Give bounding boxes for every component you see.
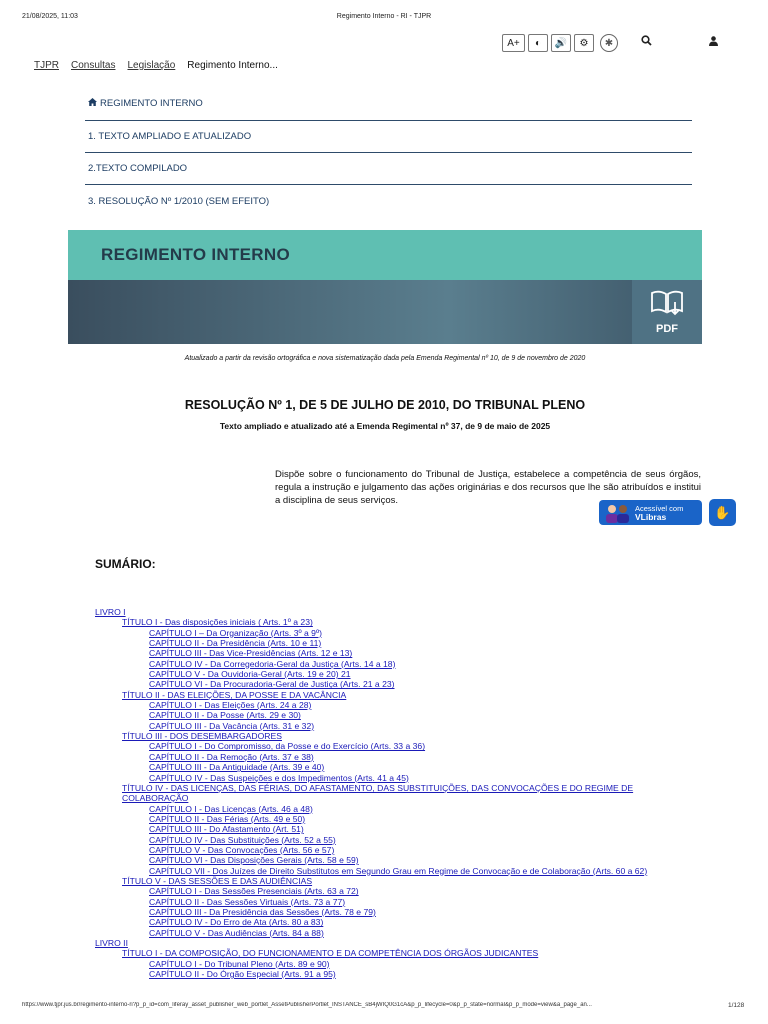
toc-link[interactable]: CAPÍTULO II - Da Presidência (Arts. 10 e 11) bbox=[149, 638, 322, 649]
toc-link[interactable]: TÍTULO I - DA COMPOSIÇÃO, DO FUNCIONAMENTO E DA COMPETÊNCIA DOS ÓRGÃOS JUDICANTES bbox=[122, 948, 539, 959]
print-url: https://www.tjpr.jus.br/regimento-interno-ri?p_p_id=com_liferay_asset_publisher_web_portlet_AssetPublisherPortlet_INSTANCE_sB4jWIQ0G1cA&p_p_lifecycle=0&p_p_state=normal&p_p_mode=view&a_page_an... bbox=[22, 1002, 592, 1008]
toc-link[interactable]: LIVRO I bbox=[95, 607, 126, 617]
ementa: Dispõe sobre o funcionamento do Tribunal de Justiça, estabelece a competência de seus órgãos, regula a instrução e julgamento das ações originárias e dos recursos que lhe são atribuídos e institui a disciplina de seus serviços. bbox=[275, 469, 701, 506]
vlibras-line2: VLibras bbox=[635, 511, 667, 522]
vlibras-line1: Acessível com bbox=[635, 503, 684, 513]
breadcrumb-legislacao[interactable]: Legislação bbox=[127, 60, 176, 71]
toc-link[interactable]: TÍTULO I - Das disposições iniciais ( Arts. 1º a 23) bbox=[122, 617, 313, 628]
update-note: Atualizado a partir da revisão ortográfica e nova sistematização dada pela Emenda Regimental nº 10, de 9 de novembro de 2020 bbox=[184, 355, 586, 362]
contrast-button[interactable] bbox=[528, 34, 548, 52]
toc-link[interactable]: CAPÍTULO II - Da Remoção (Arts. 37 e 38) bbox=[149, 751, 314, 762]
toc-link[interactable]: CAPÍTULO IV - Das Substituições (Arts. 52 a 55) bbox=[149, 834, 336, 845]
toc-link[interactable]: TÍTULO V - DAS SESSÕES E DAS AUDIÊNCIAS bbox=[122, 875, 313, 886]
toc-link[interactable]: CAPÍTULO IV - Do Erro de Ata (Arts. 80 a 83) bbox=[149, 917, 324, 928]
nav-item-texto-ampliado[interactable]: 1. TEXTO AMPLIADO E ATUALIZADO bbox=[85, 121, 692, 153]
vlibras-widget[interactable] bbox=[599, 500, 702, 525]
toc-link[interactable]: TÍTULO III - DOS DESEMBARGADORES bbox=[122, 731, 282, 742]
accessibility-icon[interactable]: ✱ bbox=[600, 34, 618, 52]
table-of-contents bbox=[95, 607, 695, 979]
font-size-button[interactable] bbox=[502, 34, 525, 52]
search-icon[interactable] bbox=[641, 35, 652, 49]
vlibras-hand-icon[interactable]: ✋ bbox=[709, 499, 736, 526]
toc-link[interactable]: CAPÍTULO I - Do Tribunal Pleno (Arts. 89 e 90) bbox=[149, 958, 330, 969]
toc-link[interactable]: CAPÍTULO V - Das Audiências (Arts. 84 a 88) bbox=[149, 927, 324, 938]
print-datetime: 21/08/2025, 11:03 bbox=[22, 13, 78, 20]
breadcrumb-current: Regimento Interno... bbox=[187, 60, 278, 71]
toc-link[interactable]: CAPÍTULO VI - Da Procuradoria-Geral de Justiça (Arts. 21 a 23) bbox=[149, 679, 395, 690]
audio-icon: 🔊 bbox=[554, 37, 568, 49]
print-page-title: Regimento Interno - RI - TJPR bbox=[336, 13, 432, 20]
toc-link[interactable]: CAPÍTULO I - Das Sessões Presenciais (Arts. 63 a 72) bbox=[149, 886, 359, 897]
nav-item-label: REGIMENTO INTERNO bbox=[100, 98, 203, 109]
toc-link[interactable]: CAPÍTULO VII - Dos Juízes de Direito Substitutos em Segundo Grau em Regime de Convocação e de Colaboração (Arts. 60 a 62) bbox=[149, 865, 648, 876]
regimento-banner bbox=[68, 230, 702, 344]
toc-link[interactable]: CAPÍTULO II - Do Órgão Especial (Arts. 91 a 95) bbox=[149, 969, 336, 980]
resolution-title: RESOLUÇÃO Nº 1, DE 5 DE JULHO DE 2010, DO TRIBUNAL PLENO bbox=[184, 398, 586, 412]
toc-link[interactable]: CAPÍTULO III - Do Afastamento (Art. 51) bbox=[149, 824, 304, 835]
breadcrumb bbox=[34, 60, 278, 71]
gear-icon: ⚙ bbox=[579, 37, 589, 49]
banner-title: REGIMENTO INTERNO bbox=[101, 245, 290, 264]
resolution-subtitle: Texto ampliado e atualizado até a Emenda Regimental nº 37, de 9 de maio de 2025 bbox=[219, 421, 551, 431]
toc-link[interactable]: CAPÍTULO III - Da Vacância (Arts. 31 e 32) bbox=[149, 720, 315, 731]
toc-link[interactable]: CAPÍTULO IV - Das Suspeições e dos Impedimentos (Arts. 41 a 45) bbox=[149, 772, 409, 783]
print-page-number: 1/128 bbox=[728, 1002, 745, 1009]
toc-link[interactable]: CAPÍTULO III - Da Antiguidade (Arts. 39 e 40) bbox=[149, 762, 325, 773]
toc-link[interactable]: CAPÍTULO I - Das Eleições (Arts. 24 a 28) bbox=[149, 700, 312, 711]
toc-link[interactable]: CAPÍTULO III - Das Vice-Presidências (Arts. 12 e 13) bbox=[149, 648, 353, 659]
toc-link[interactable]: CAPÍTULO IV - Da Corregedoria-Geral da Justiça (Arts. 14 a 18) bbox=[149, 658, 396, 669]
toc-link[interactable]: CAPÍTULO II - Das Sessões Virtuais (Arts. 73 a 77) bbox=[149, 896, 346, 907]
nav-item-resolucao[interactable]: 3. RESOLUÇÃO Nº 1/2010 (SEM EFEITO) bbox=[88, 195, 270, 207]
breadcrumb-consultas[interactable]: Consultas bbox=[71, 60, 116, 71]
toc-link[interactable]: CAPÍTULO II - Das Férias (Arts. 49 e 50) bbox=[149, 813, 306, 824]
toc-link[interactable]: TÍTULO IV - DAS LICENÇAS, DAS FÉRIAS, DO AFASTAMENTO, DAS SUBSTITUIÇÕES, DAS CONVOCAÇÕES E DO REGIME DE COLABORAÇÃO bbox=[122, 782, 634, 804]
vlibras-people-icon bbox=[599, 500, 635, 525]
toc-link[interactable]: LIVRO II bbox=[95, 938, 128, 948]
settings-button[interactable] bbox=[574, 34, 594, 52]
toc-link[interactable]: TÍTULO II - DAS ELEIÇÕES, DA POSSE E DA VACÂNCIA bbox=[122, 689, 347, 700]
pdf-label: PDF bbox=[656, 322, 678, 335]
contrast-icon: ◐ bbox=[534, 37, 542, 49]
breadcrumb-tjpr[interactable]: TJPR bbox=[34, 60, 59, 71]
sumario-heading: SUMÁRIO: bbox=[95, 557, 156, 571]
nav-item-texto-compilado[interactable]: 2.TEXTO COMPILADO bbox=[85, 153, 692, 185]
toc-link[interactable]: CAPÍTULO III - Da Presidência das Sessões (Arts. 78 e 79) bbox=[149, 906, 376, 917]
user-icon[interactable] bbox=[709, 36, 718, 49]
audio-button[interactable] bbox=[551, 34, 571, 52]
font-size-label: A+ bbox=[507, 37, 520, 49]
toc-link[interactable]: CAPÍTULO II - Da Posse (Arts. 29 e 30) bbox=[149, 710, 301, 721]
pdf-book-icon bbox=[649, 290, 685, 321]
toc-link[interactable]: CAPÍTULO I - Das Licenças (Arts. 46 a 48) bbox=[149, 803, 313, 814]
toc-link[interactable]: CAPÍTULO I - Do Compromisso, da Posse e do Exercício (Arts. 33 a 36) bbox=[149, 741, 426, 752]
nav-item-regimento[interactable] bbox=[85, 87, 692, 121]
accessibility-toolbar bbox=[502, 34, 618, 52]
toc-link[interactable]: CAPÍTULO V - Das Convocações (Arts. 56 e 57) bbox=[149, 844, 335, 855]
home-icon bbox=[88, 98, 97, 109]
pdf-download-button[interactable] bbox=[632, 280, 702, 344]
toc-link[interactable]: CAPÍTULO V - Da Ouvidoria-Geral (Arts. 19 e 20) 21 bbox=[149, 669, 351, 680]
document-nav bbox=[85, 87, 692, 217]
toc-link[interactable]: CAPÍTULO I – Da Organização (Arts. 3º a 9º) bbox=[149, 627, 322, 638]
toc-link[interactable]: CAPÍTULO VI - Das Disposições Gerais (Arts. 58 e 59) bbox=[149, 855, 359, 866]
